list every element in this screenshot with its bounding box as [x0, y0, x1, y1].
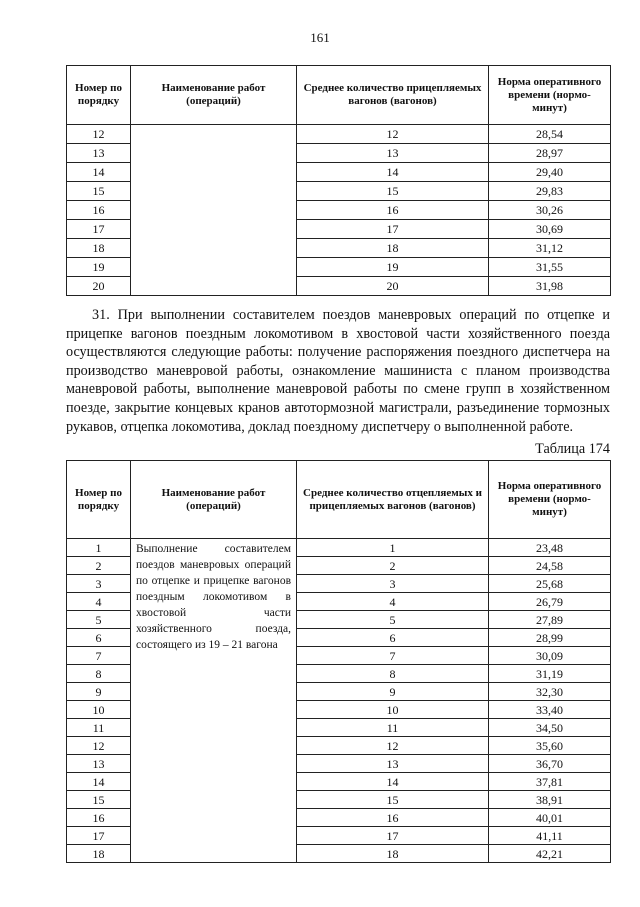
cell-num: 5 [67, 611, 131, 629]
cell-wagons: 8 [297, 665, 489, 683]
cell-num: 8 [67, 665, 131, 683]
cell-wagons: 4 [297, 593, 489, 611]
cell-num: 12 [67, 737, 131, 755]
cell-norm: 28,54 [489, 125, 611, 144]
cell-num: 18 [67, 239, 131, 258]
cell-wagons: 1 [297, 539, 489, 557]
cell-wagons: 12 [297, 125, 489, 144]
cell-num: 7 [67, 647, 131, 665]
cell-norm: 28,97 [489, 144, 611, 163]
cell-wagons: 9 [297, 683, 489, 701]
cell-norm: 31,98 [489, 277, 611, 296]
cell-norm: 40,01 [489, 809, 611, 827]
cell-wagons: 16 [297, 201, 489, 220]
cell-norm: 31,12 [489, 239, 611, 258]
cell-num: 14 [67, 163, 131, 182]
cell-norm: 29,83 [489, 182, 611, 201]
cell-num: 1 [67, 539, 131, 557]
cell-operation: Выполнение составителем поездов маневровых операций по отцепке и прицепке вагонов поездным локомотивом в хвостовой части хозяйственного поезда, состоящего из 19 – 21 вагона [131, 539, 297, 863]
table-row [67, 539, 611, 557]
page-number: 161 [310, 30, 330, 45]
cell-norm: 38,91 [489, 791, 611, 809]
cell-norm: 35,60 [489, 737, 611, 755]
cell-wagons: 15 [297, 791, 489, 809]
cell-num: 14 [67, 773, 131, 791]
cell-num: 9 [67, 683, 131, 701]
cell-norm: 24,58 [489, 557, 611, 575]
cell-norm: 23,48 [489, 539, 611, 557]
cell-num: 4 [67, 593, 131, 611]
cell-wagons: 15 [297, 182, 489, 201]
cell-wagons: 18 [297, 845, 489, 863]
header-wagons: Среднее количество прицепляемых вагонов (вагонов) [297, 66, 489, 125]
cell-num: 17 [67, 827, 131, 845]
table-header-row [67, 66, 611, 125]
cell-norm: 27,89 [489, 611, 611, 629]
header-norm: Норма оперативного времени (нормо-минут) [489, 461, 611, 539]
cell-wagons: 6 [297, 629, 489, 647]
cell-num: 15 [67, 791, 131, 809]
cell-num: 16 [67, 809, 131, 827]
cell-num: 13 [67, 755, 131, 773]
table-174 [66, 460, 611, 863]
cell-num: 19 [67, 258, 131, 277]
cell-wagons: 20 [297, 277, 489, 296]
cell-norm: 30,69 [489, 220, 611, 239]
cell-num: 10 [67, 701, 131, 719]
header-operation: Наименование работ (операций) [131, 461, 297, 539]
cell-num: 12 [67, 125, 131, 144]
cell-norm: 36,70 [489, 755, 611, 773]
table-header-row [67, 461, 611, 539]
header-operation: Наименование работ (операций) [131, 66, 297, 125]
cell-num: 15 [67, 182, 131, 201]
cell-norm: 29,40 [489, 163, 611, 182]
table-norms-continued [66, 65, 611, 296]
cell-norm: 25,68 [489, 575, 611, 593]
cell-wagons: 10 [297, 701, 489, 719]
cell-norm: 41,11 [489, 827, 611, 845]
header-num: Номер по порядку [67, 66, 131, 125]
cell-num: 11 [67, 719, 131, 737]
table-row [67, 125, 611, 144]
cell-norm: 30,09 [489, 647, 611, 665]
cell-wagons: 18 [297, 239, 489, 258]
cell-wagons: 14 [297, 773, 489, 791]
cell-norm: 26,79 [489, 593, 611, 611]
cell-num: 3 [67, 575, 131, 593]
header-norm: Норма оперативного времени (нормо-минут) [489, 66, 611, 125]
table-caption: Таблица 174 [535, 441, 610, 457]
cell-wagons: 11 [297, 719, 489, 737]
cell-wagons: 16 [297, 809, 489, 827]
cell-num: 20 [67, 277, 131, 296]
cell-norm: 31,55 [489, 258, 611, 277]
cell-num: 2 [67, 557, 131, 575]
paragraph-31: 31. При выполнении составителем поездов маневровых операций по отцепке и прицепке вагонов поездным локомотивом в хвостовой части хозяйственного поезда осуществляются следующие работы: получение распоряжения поездного диспетчера на производство маневровой работы, ознакомление машиниста с планом производства маневровой работы, выполнение маневровой работы по смене групп в хозяйственном поезде, закрытие концевых кранов автотормозной магистрали, разъединение тормозных рукавов, отцепка локомотива, доклад поездному диспетчеру о выполненной работе. [66, 307, 610, 435]
cell-operation [131, 125, 297, 296]
header-num: Номер по порядку [67, 461, 131, 539]
cell-wagons: 13 [297, 144, 489, 163]
cell-norm: 31,19 [489, 665, 611, 683]
cell-norm: 42,21 [489, 845, 611, 863]
cell-norm: 28,99 [489, 629, 611, 647]
cell-num: 13 [67, 144, 131, 163]
header-wagons: Среднее количество отцепляемых и прицепляемых вагонов (вагонов) [297, 461, 489, 539]
cell-wagons: 13 [297, 755, 489, 773]
cell-wagons: 7 [297, 647, 489, 665]
cell-wagons: 12 [297, 737, 489, 755]
cell-wagons: 17 [297, 827, 489, 845]
cell-norm: 30,26 [489, 201, 611, 220]
cell-num: 17 [67, 220, 131, 239]
cell-wagons: 19 [297, 258, 489, 277]
cell-norm: 37,81 [489, 773, 611, 791]
cell-norm: 33,40 [489, 701, 611, 719]
cell-wagons: 2 [297, 557, 489, 575]
cell-norm: 34,50 [489, 719, 611, 737]
cell-wagons: 3 [297, 575, 489, 593]
cell-num: 16 [67, 201, 131, 220]
cell-wagons: 5 [297, 611, 489, 629]
cell-wagons: 17 [297, 220, 489, 239]
cell-norm: 32,30 [489, 683, 611, 701]
cell-num: 6 [67, 629, 131, 647]
cell-wagons: 14 [297, 163, 489, 182]
cell-num: 18 [67, 845, 131, 863]
